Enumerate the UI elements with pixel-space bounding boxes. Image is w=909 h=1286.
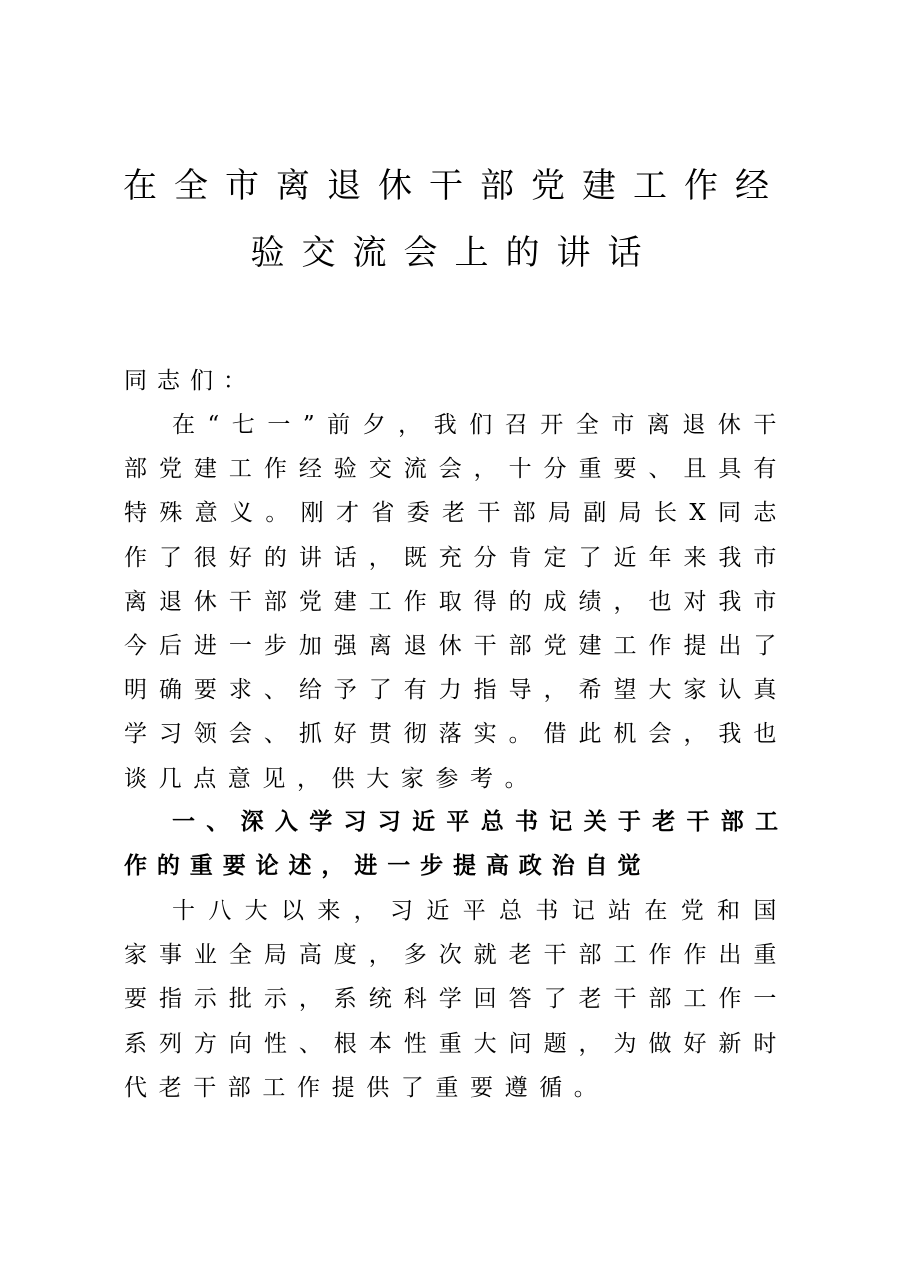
paragraph-2: 十八大以来，习近平总书记站在党和国家事业全局高度，多次就老干部工作作出重要指示批示，系统科学回答了老干部工作一系列方向性、根本性重大问题，为做好新时代老干部工作提供了重要遵循。: [124, 898, 788, 1101]
paragraph-1: 在“七一”前夕，我们召开全市离退休干部党建工作经验交流会，十分重要、且具有特殊意义。刚才省委老干部局副局长X同志作了很好的讲话，既充分肯定了近年来我市离退休干部党建工作取得的成绩，也对我市今后进一步加强离退休干部党建工作提出了明确要求、给予了有力指导，希望大家认真学习领会、抓好贯彻落实。借此机会，我也谈几点意见，供大家参考。: [124, 412, 788, 792]
document-title-line-2: 验交流会上的讲话: [250, 233, 659, 273]
section-heading-1: 一、深入学习习近平总书记关于老干部工作的重要论述，进一步提高政治自觉: [124, 809, 788, 880]
document-title-line-1: 在全市离退休干部党建工作经: [123, 166, 786, 206]
salutation: 同志们：: [124, 368, 256, 394]
